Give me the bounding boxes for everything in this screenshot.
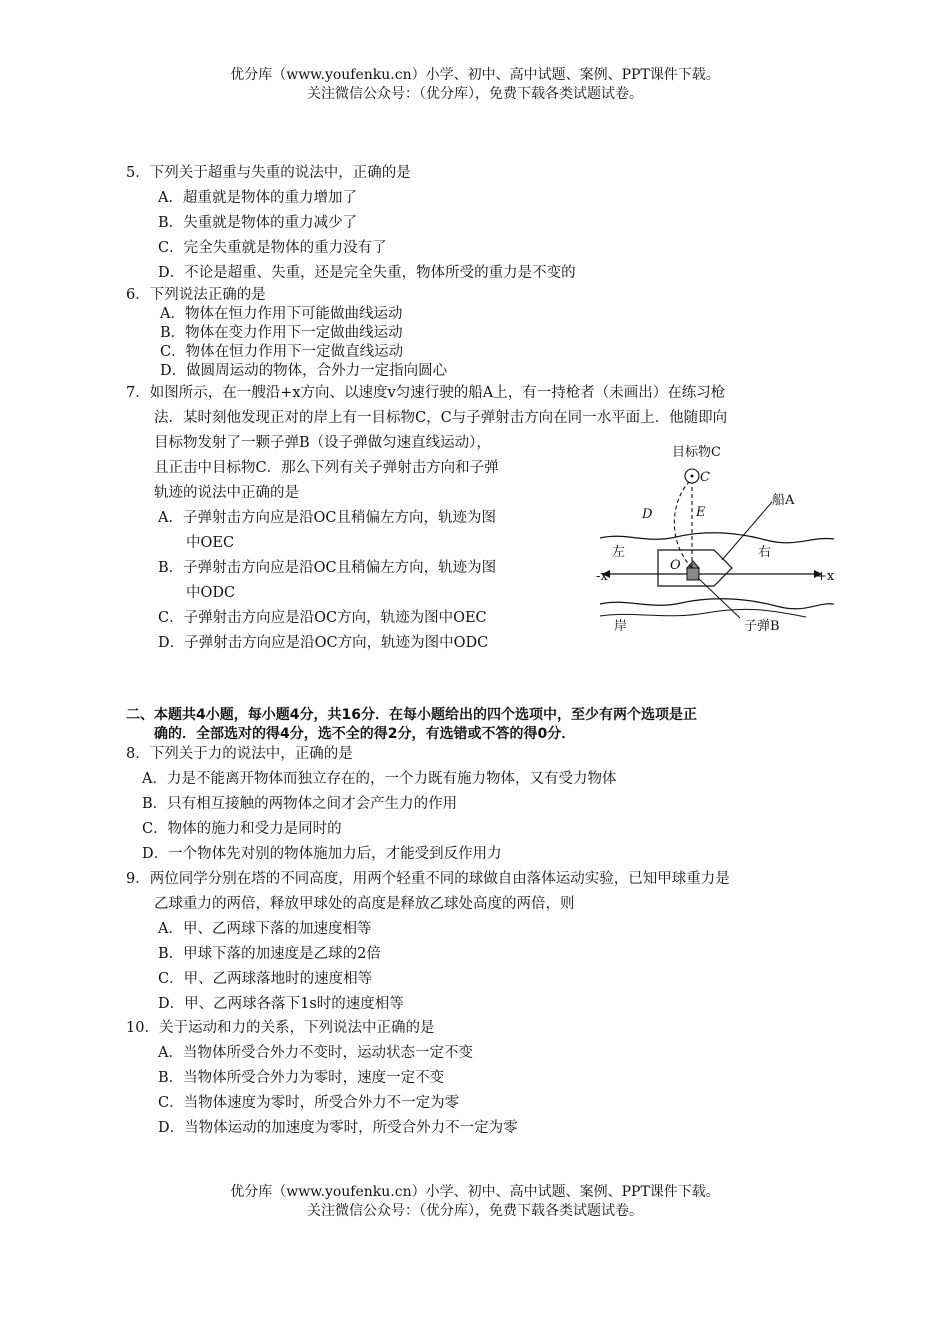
q7-option-c: C．子弹射击方向应是沿OC方向，轨迹为图中OEC <box>158 610 487 626</box>
header-line-2: 关注微信公众号：（优分库），免费下载各类试题试卷。 <box>307 86 643 102</box>
q7-line-5: 轨迹的说法中正确的是 <box>154 485 299 501</box>
footer-line-2: 关注微信公众号：（优分库），免费下载各类试题试卷。 <box>307 1203 643 1219</box>
q8-option-d: D．一个物体先对别的物体施加力后，才能受到反作用力 <box>142 846 502 862</box>
q9-line-2: 乙球重力的两倍，释放甲球处的高度是释放乙球处高度的两倍，则 <box>154 896 575 912</box>
q9-option-a: A．甲、乙两球下落的加速度相等 <box>158 921 372 937</box>
q7-option-a-line-2: 中OEC <box>186 535 235 551</box>
q9-option-d: D．甲、乙两球各落下1s时的速度相等 <box>158 996 404 1012</box>
q8-option-c: C．物体的施力和受力是同时的 <box>142 821 342 837</box>
q6-option-d: D．做圆周运动的物体，合外力一定指向圆心 <box>160 363 448 379</box>
boat-label: 船A <box>772 493 795 508</box>
page-header <box>0 66 950 104</box>
q10-option-a: A．当物体所受合外力不变时，运动状态一定不变 <box>158 1045 473 1061</box>
q5-stem: 5．下列关于超重与失重的说法中，正确的是 <box>126 165 411 181</box>
e-label: E <box>696 505 706 520</box>
left-label: 左 <box>612 545 626 560</box>
q7-option-b-line-2: 中ODC <box>186 585 236 601</box>
bullet-pointer-line <box>698 578 740 618</box>
header-line-1: 优分库（www.youfenku.cn）小学、初中、高中试题、案例、PPT课件下载。 <box>230 67 720 83</box>
lower-bank-line <box>600 599 834 609</box>
footer-line-1: 优分库（www.youfenku.cn）小学、初中、高中试题、案例、PPT课件下载。 <box>230 1184 720 1200</box>
d-label: D <box>642 507 653 522</box>
q5-option-c: C．完全失重就是物体的重力没有了 <box>158 240 387 256</box>
target-label: 目标物C <box>672 445 721 460</box>
q7-option-b-line-1: B．子弹射击方向应是沿OC且稍偏左方向，轨迹为图 <box>158 560 497 576</box>
trajectory-odc <box>674 482 692 568</box>
neg-x-label: -x <box>596 569 608 584</box>
q10-option-b: B．当物体所受合外力为零时，速度一定不变 <box>158 1070 445 1086</box>
pos-x-label: +x <box>816 569 835 584</box>
q7-figure <box>596 440 836 640</box>
target-c-dot <box>691 475 694 478</box>
section-2-line-2: 确的．全部选对的得4分，选不全的得2分，有选错或不答的得0分． <box>154 726 576 742</box>
q9-option-c: C．甲、乙两球落地时的速度相等 <box>158 971 373 987</box>
q10-option-c: C．当物体速度为零时，所受合外力不一定为零 <box>158 1095 460 1111</box>
bullet-b-tip <box>687 561 699 568</box>
bullet-label: 子弹B <box>744 619 780 634</box>
q6-option-c: C．物体在恒力作用下一定做直线运动 <box>160 344 404 360</box>
section-2-heading <box>126 706 697 744</box>
q7-option-a-line-1: A．子弹射击方向应是沿OC且稍偏左方向，轨迹为图 <box>158 510 496 526</box>
q5-option-b: B．失重就是物体的重力减少了 <box>158 215 358 231</box>
q8-stem: 8．下列关于力的说法中，正确的是 <box>126 746 353 762</box>
shore-label: 岸 <box>614 619 628 634</box>
o-label: O <box>670 558 681 573</box>
q5-option-a: A．超重就是物体的重力增加了 <box>158 190 357 206</box>
q7-line-3: 目标物发射了一颗子弹B（设子弹做匀速直线运动）， <box>154 435 491 451</box>
q7-line-1: 7．如图所示，在一艘沿+x方向、以速度v匀速行驶的船A上，有一持枪者（未画出）在练习枪 <box>126 385 726 401</box>
q5-option-d: D．不论是超重、失重，还是完全失重，物体所受的重力是不变的 <box>158 265 576 281</box>
page-footer <box>0 1183 950 1221</box>
right-label: 右 <box>758 545 772 560</box>
section-2-line-1: 二、本题共4小题，每小题4分，共16分．在每小题给出的四个选项中，至少有两个选项是正 <box>126 707 697 723</box>
q10-option-d: D．当物体运动的加速度为零时，所受合外力不一定为零 <box>158 1120 518 1136</box>
q7-option-d: D．子弹射击方向应是沿OC方向，轨迹为图中ODC <box>158 635 489 651</box>
lower-bank-line-2 <box>600 609 806 617</box>
q6-stem: 6．下列说法正确的是 <box>126 287 266 303</box>
upper-bank-line <box>600 533 834 543</box>
c-label: C <box>700 470 710 485</box>
q9-line-1: 9．两位同学分别在塔的不同高度，用两个轻重不同的球做自由落体运动实验，已知甲球重力是 <box>126 871 730 887</box>
q8-option-b: B．只有相互接触的两物体之间才会产生力的作用 <box>142 796 458 812</box>
q10-stem: 10．关于运动和力的关系，下列说法中正确的是 <box>126 1020 435 1036</box>
q6-option-a: A．物体在恒力作用下可能做曲线运动 <box>160 306 403 322</box>
q7-line-2: 法．某时刻他发现正对的岸上有一目标物C，C与子弹射击方向在同一水平面上．他随即向 <box>154 410 728 426</box>
bullet-b-shape <box>687 568 699 580</box>
q8-option-a: A．力是不能离开物体而独立存在的，一个力既有施力物体，又有受力物体 <box>142 771 617 787</box>
q7-line-4: 且正击中目标物C．那么下列有关子弹射击方向和子弹 <box>154 460 499 476</box>
q9-option-b: B．甲球下落的加速度是乙球的2倍 <box>158 946 381 962</box>
q6-option-b: B．物体在变力作用下一定做曲线运动 <box>160 325 403 341</box>
